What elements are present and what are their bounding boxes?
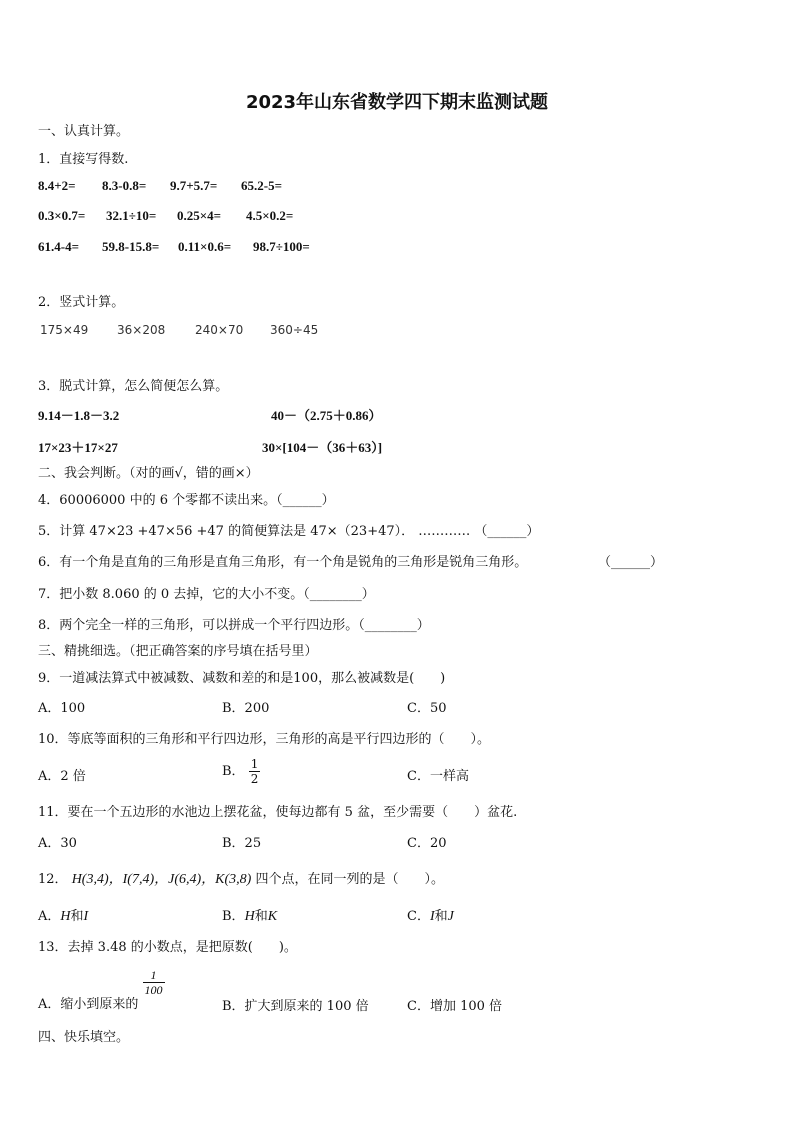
option-join: 和 <box>434 909 448 924</box>
q13-option-a-fraction <box>143 968 165 997</box>
q12-number: 12． <box>38 872 68 887</box>
option-math: I <box>83 909 89 924</box>
q3-expr-d: 30×[104－（36＋63）] <box>262 440 383 455</box>
q12-option-a <box>38 905 88 925</box>
option-math: J <box>447 909 454 924</box>
q3-expr-b: 40－（2.75＋0.86） <box>271 408 382 423</box>
q1-r2-c2: 32.1÷10= <box>106 208 157 223</box>
q11-option-a: A．30 <box>38 836 77 851</box>
q3-expr-a: 9.14－1.8－3.2 <box>38 408 120 423</box>
q1-r1-c1: 8.4+2= <box>38 178 76 193</box>
q4: 4．60006000 中的 6 个零都不读出来。（______） <box>38 493 335 508</box>
q1-r1-c3: 9.7+5.7= <box>170 178 218 193</box>
q1-r1-c2: 8.3-0.8= <box>102 178 147 193</box>
q11-stem: 11．要在一个五边形的水池边上摆花盆，使每边都有 5 盆，至少需要（ ）盆花. <box>38 805 518 820</box>
section-2-header: 二、我会判断。（对的画√，错的画×） <box>38 466 259 481</box>
q5: 5．计算 47×23 +47×56 +47 的简便算法是 47×（23+47）． ………… （______） <box>38 524 540 539</box>
q1-r1-c4: 65.2-5= <box>241 178 282 193</box>
option-join: 和 <box>254 909 268 924</box>
q12-rest: 四个点，在同一列的是（ ）。 <box>255 872 444 887</box>
q1-r2-c3: 0.25×4= <box>177 208 222 223</box>
q10-option-b-label: B． <box>222 764 245 779</box>
q2-item-4: 360÷45 <box>270 323 319 337</box>
q10-option-c: C．一样高 <box>407 769 469 784</box>
q13-option-a-text: A．缩小到原来的 <box>38 997 139 1012</box>
fraction-denominator: 2 <box>250 772 259 786</box>
option-math: I <box>429 909 435 924</box>
q1-r3-c1: 61.4-4= <box>38 239 79 254</box>
option-join: 和 <box>70 909 84 924</box>
option-label: C． <box>407 909 430 924</box>
q11-option-c: C．20 <box>407 836 447 851</box>
option-math: H <box>60 909 71 924</box>
q10-option-b <box>222 757 260 786</box>
q3-expr-c: 17×23＋17×27 <box>38 440 118 455</box>
q10-stem: 10．等底等面积的三角形和平行四边形，三角形的高是平行四边形的（ ）。 <box>38 732 491 747</box>
q1-stem: 1．直接写得数. <box>38 152 129 167</box>
q9-option-a: A．100 <box>38 701 86 716</box>
page-title: 2023年山东省数学四下期末监测试题 <box>245 92 549 113</box>
q8: 8．两个完全一样的三角形，可以拼成一个平行四边形。（________） <box>38 618 430 633</box>
option-label: B． <box>222 909 245 924</box>
q3-stem: 3．脱式计算，怎么简便怎么算。 <box>38 379 229 394</box>
q1-r3-c4: 98.7÷100= <box>253 239 310 254</box>
q9-option-b: B．200 <box>222 701 270 716</box>
q2-item-1: 175×49 <box>40 323 89 337</box>
q1-r2-c1: 0.3×0.7= <box>38 208 86 223</box>
fraction-denominator: 100 <box>144 983 163 997</box>
section-1-header: 一、认真计算。 <box>38 124 130 139</box>
option-label: A． <box>38 909 61 924</box>
section-3-header: 三、精挑细选。（把正确答案的序号填在括号里） <box>38 644 318 659</box>
q9-stem: 9．一道减法算式中被减数、减数和差的和是100，那么被减数是( ) <box>38 671 446 686</box>
option-math: H <box>244 909 255 924</box>
fraction-numerator: 1 <box>143 968 165 983</box>
option-math: K <box>267 909 278 924</box>
q10-option-b-fraction <box>249 757 261 786</box>
q1-r2-c4: 4.5×0.2= <box>246 208 294 223</box>
q7: 7．把小数 8.060 的 0 去掉，它的大小不变。（________） <box>38 587 375 602</box>
q12-option-c <box>407 905 454 925</box>
fraction-numerator: 1 <box>250 757 259 771</box>
q9-option-c: C．50 <box>407 701 447 716</box>
q13-option-c: C．增加 100 倍 <box>407 999 503 1014</box>
q1-r3-c3: 0.11×0.6= <box>178 239 232 254</box>
q2-item-2: 36×208 <box>117 323 166 337</box>
q13-option-b: B．扩大到原来的 100 倍 <box>222 999 369 1014</box>
q12-option-b <box>222 905 277 925</box>
q13-option-a <box>38 968 165 1012</box>
q6: 6．有一个角是直角的三角形是直角三角形，有一个角是锐角的三角形是锐角三角形。 <box>38 555 528 570</box>
q2-item-3: 240×70 <box>195 323 244 337</box>
q2-stem: 2．竖式计算。 <box>38 295 125 310</box>
section-4-header: 四、快乐填空。 <box>38 1030 130 1045</box>
q12-stem <box>38 868 444 888</box>
q10-option-a: A．2 倍 <box>38 769 86 784</box>
q11-option-b: B．25 <box>222 836 262 851</box>
q1-r3-c2: 59.8-15.8= <box>102 239 160 254</box>
q12-points: H(3,4)，I(7,4)，J(6,4)，K(3,8) <box>71 872 252 887</box>
q13-stem: 13．去掉 3.48 的小数点，是把原数( )。 <box>38 940 297 955</box>
q6-blank: （______） <box>598 555 664 570</box>
